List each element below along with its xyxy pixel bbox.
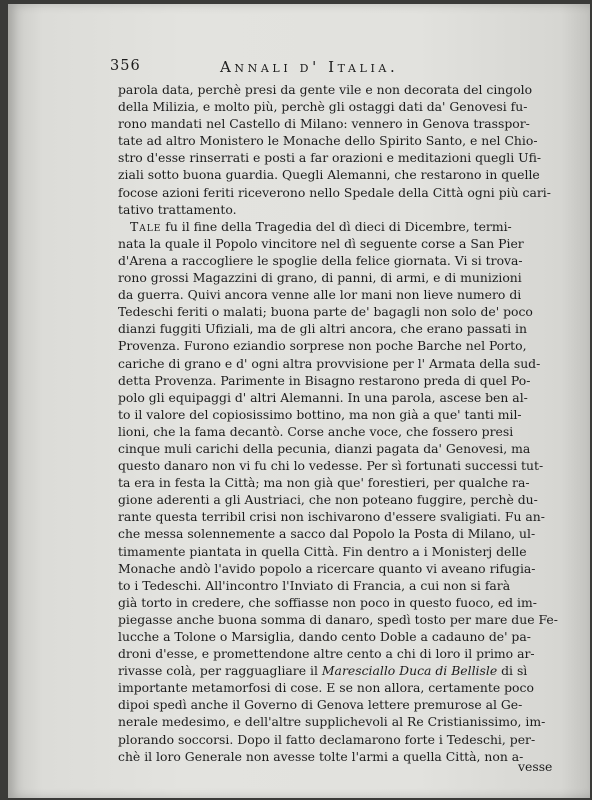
text-line: ta era in festa la Città; ma non già que' forestieri, per qualche ra- — [118, 475, 530, 491]
page-number: 356 — [110, 58, 141, 74]
text-span: rivasse colà, per ragguagliare il — [118, 663, 318, 679]
text-line: polo gli equipaggi d' altri Alemanni. In una parola, ascese ben al- — [118, 389, 528, 405]
text-line: lucche a Tolone o Marsiglia, dando cento Doble a cadauno de' pa- — [118, 629, 531, 644]
text-line: detta Provenza. Parimente in Bisagno restarono preda di quel Po- — [118, 372, 531, 388]
text-line: ziali sotto buona guardia. Quegli Alemanni, che restarono in quelle — [118, 167, 540, 183]
text-line: chè il loro Generale non avesse tolte l'armi a quella Città, non a- — [118, 748, 524, 764]
text-line: nerale medesimo, e dell'altre supplichevoli al Re Cristianissimo, im- — [118, 714, 546, 730]
catchword: vesse — [518, 759, 553, 774]
text-line: to i Tedeschi. All'incontro l'Inviato di Francia, a cui non si farà — [118, 577, 511, 593]
text-line: Provenza. Furono eziandio sorprese non poche Barche nel Porto, — [118, 338, 527, 354]
text-line: Monache andò l'avido popolo a ricercare quanto vi aveano rifugia- — [118, 560, 536, 576]
text-line-with-italic — [118, 662, 550, 679]
text-line: droni d'esse, e promettendone altre cento a chi di loro il primo ar- — [118, 646, 535, 662]
text-line: rono grossi Magazzini di grano, di panni, di armi, e di munizioni — [118, 270, 522, 286]
text-line: dianzi fuggiti Ufiziali, ma de gli altri ancora, che erano passati in — [118, 321, 527, 337]
italic-name: Maresciallo Duca di Bellisle — [321, 663, 498, 679]
running-title: Annali d' Italia. — [220, 58, 399, 76]
text-line: da guerra. Quivi ancora venne alle lor mani non lieve numero di — [118, 287, 522, 303]
text-line: parola data, perchè presi da gente vile e non decorata del cingolo — [118, 82, 533, 97]
text-span: fu il fine della Tragedia del dì dieci di Dicembre, termi- — [161, 218, 512, 234]
text-line: tate ad altro Monistero le Monache dello Spirito Santo, e nel Chio- — [118, 133, 538, 149]
text-span: di sì — [497, 663, 528, 679]
text-line: già torto in credere, che soffiasse non poco in questo fuoco, ed im- — [118, 594, 537, 610]
paragraph-lead-word: Tale — [130, 218, 162, 234]
text-line: to il valore del copiosissimo bottino, ma non già a que' tanti mil- — [118, 406, 522, 422]
text-line: questo danaro non vi fu chi lo vedesse. Per sì fortunati successi tut- — [118, 458, 544, 474]
text-line: dipoi spedì anche il Governo di Genova lettere premurose al Ge- — [118, 697, 523, 713]
text-line: piegasse anche buona somma di danaro, spedì tosto per mare due Fe- — [118, 611, 558, 627]
text-line: che messa solennemente a sacco dal Popolo la Posta di Milano, ul- — [118, 526, 536, 542]
paragraph-first-line — [118, 218, 550, 235]
page-header — [110, 58, 470, 78]
text-line: cariche di grano e d' ogni altra provvisione per l' Armata della sud- — [118, 355, 541, 371]
text-line: plorando soccorsi. Dopo il fatto declamarono forte i Tedeschi, per- — [118, 731, 536, 747]
text-line: rono mandati nel Castello di Milano: vennero in Genova trasspor- — [118, 116, 530, 132]
text-line: cinque muli carichi della pecunia, dianzi pagata da' Genovesi, ma — [118, 440, 531, 456]
text-line: della Milizia, e molto più, perchè gli ostaggi dati da' Genovesi fu- — [118, 99, 528, 115]
text-line: importante metamorfosi di cose. E se non allora, certamente poco — [118, 680, 534, 696]
text-line: gione aderenti a gli Austriaci, che non poteano fuggire, perchè du- — [118, 492, 538, 508]
text-line: tativo trattamento. — [118, 201, 237, 217]
text-line: rante questa terribil crisi non ischivarono d'essere svaligiati. Fu an- — [118, 509, 545, 525]
text-line: timamente piantata in quella Città. Fin dentro a i Monisterj delle — [118, 543, 527, 559]
text-line: nata la quale il Popolo vincitore nel dì seguente corse a San Pier — [118, 235, 524, 251]
text-line: stro d'esse rinserrati e posti a far orazioni e meditazioni quegli Ufi- — [118, 150, 542, 166]
text-line: lioni, che la fama decantò. Corse anche voce, che fossero presi — [118, 423, 514, 439]
book-page — [8, 4, 590, 798]
text-line: d'Arena a raccogliere le spoglie della felice giornata. Vi si trova- — [118, 252, 523, 268]
text-line: Tedeschi feriti o malati; buona parte de' bagagli non solo de' poco — [118, 304, 533, 320]
text-line: focose azioni feriti riceverono nello Spedale della Città ogni più cari- — [118, 184, 551, 200]
body-text — [118, 81, 558, 765]
